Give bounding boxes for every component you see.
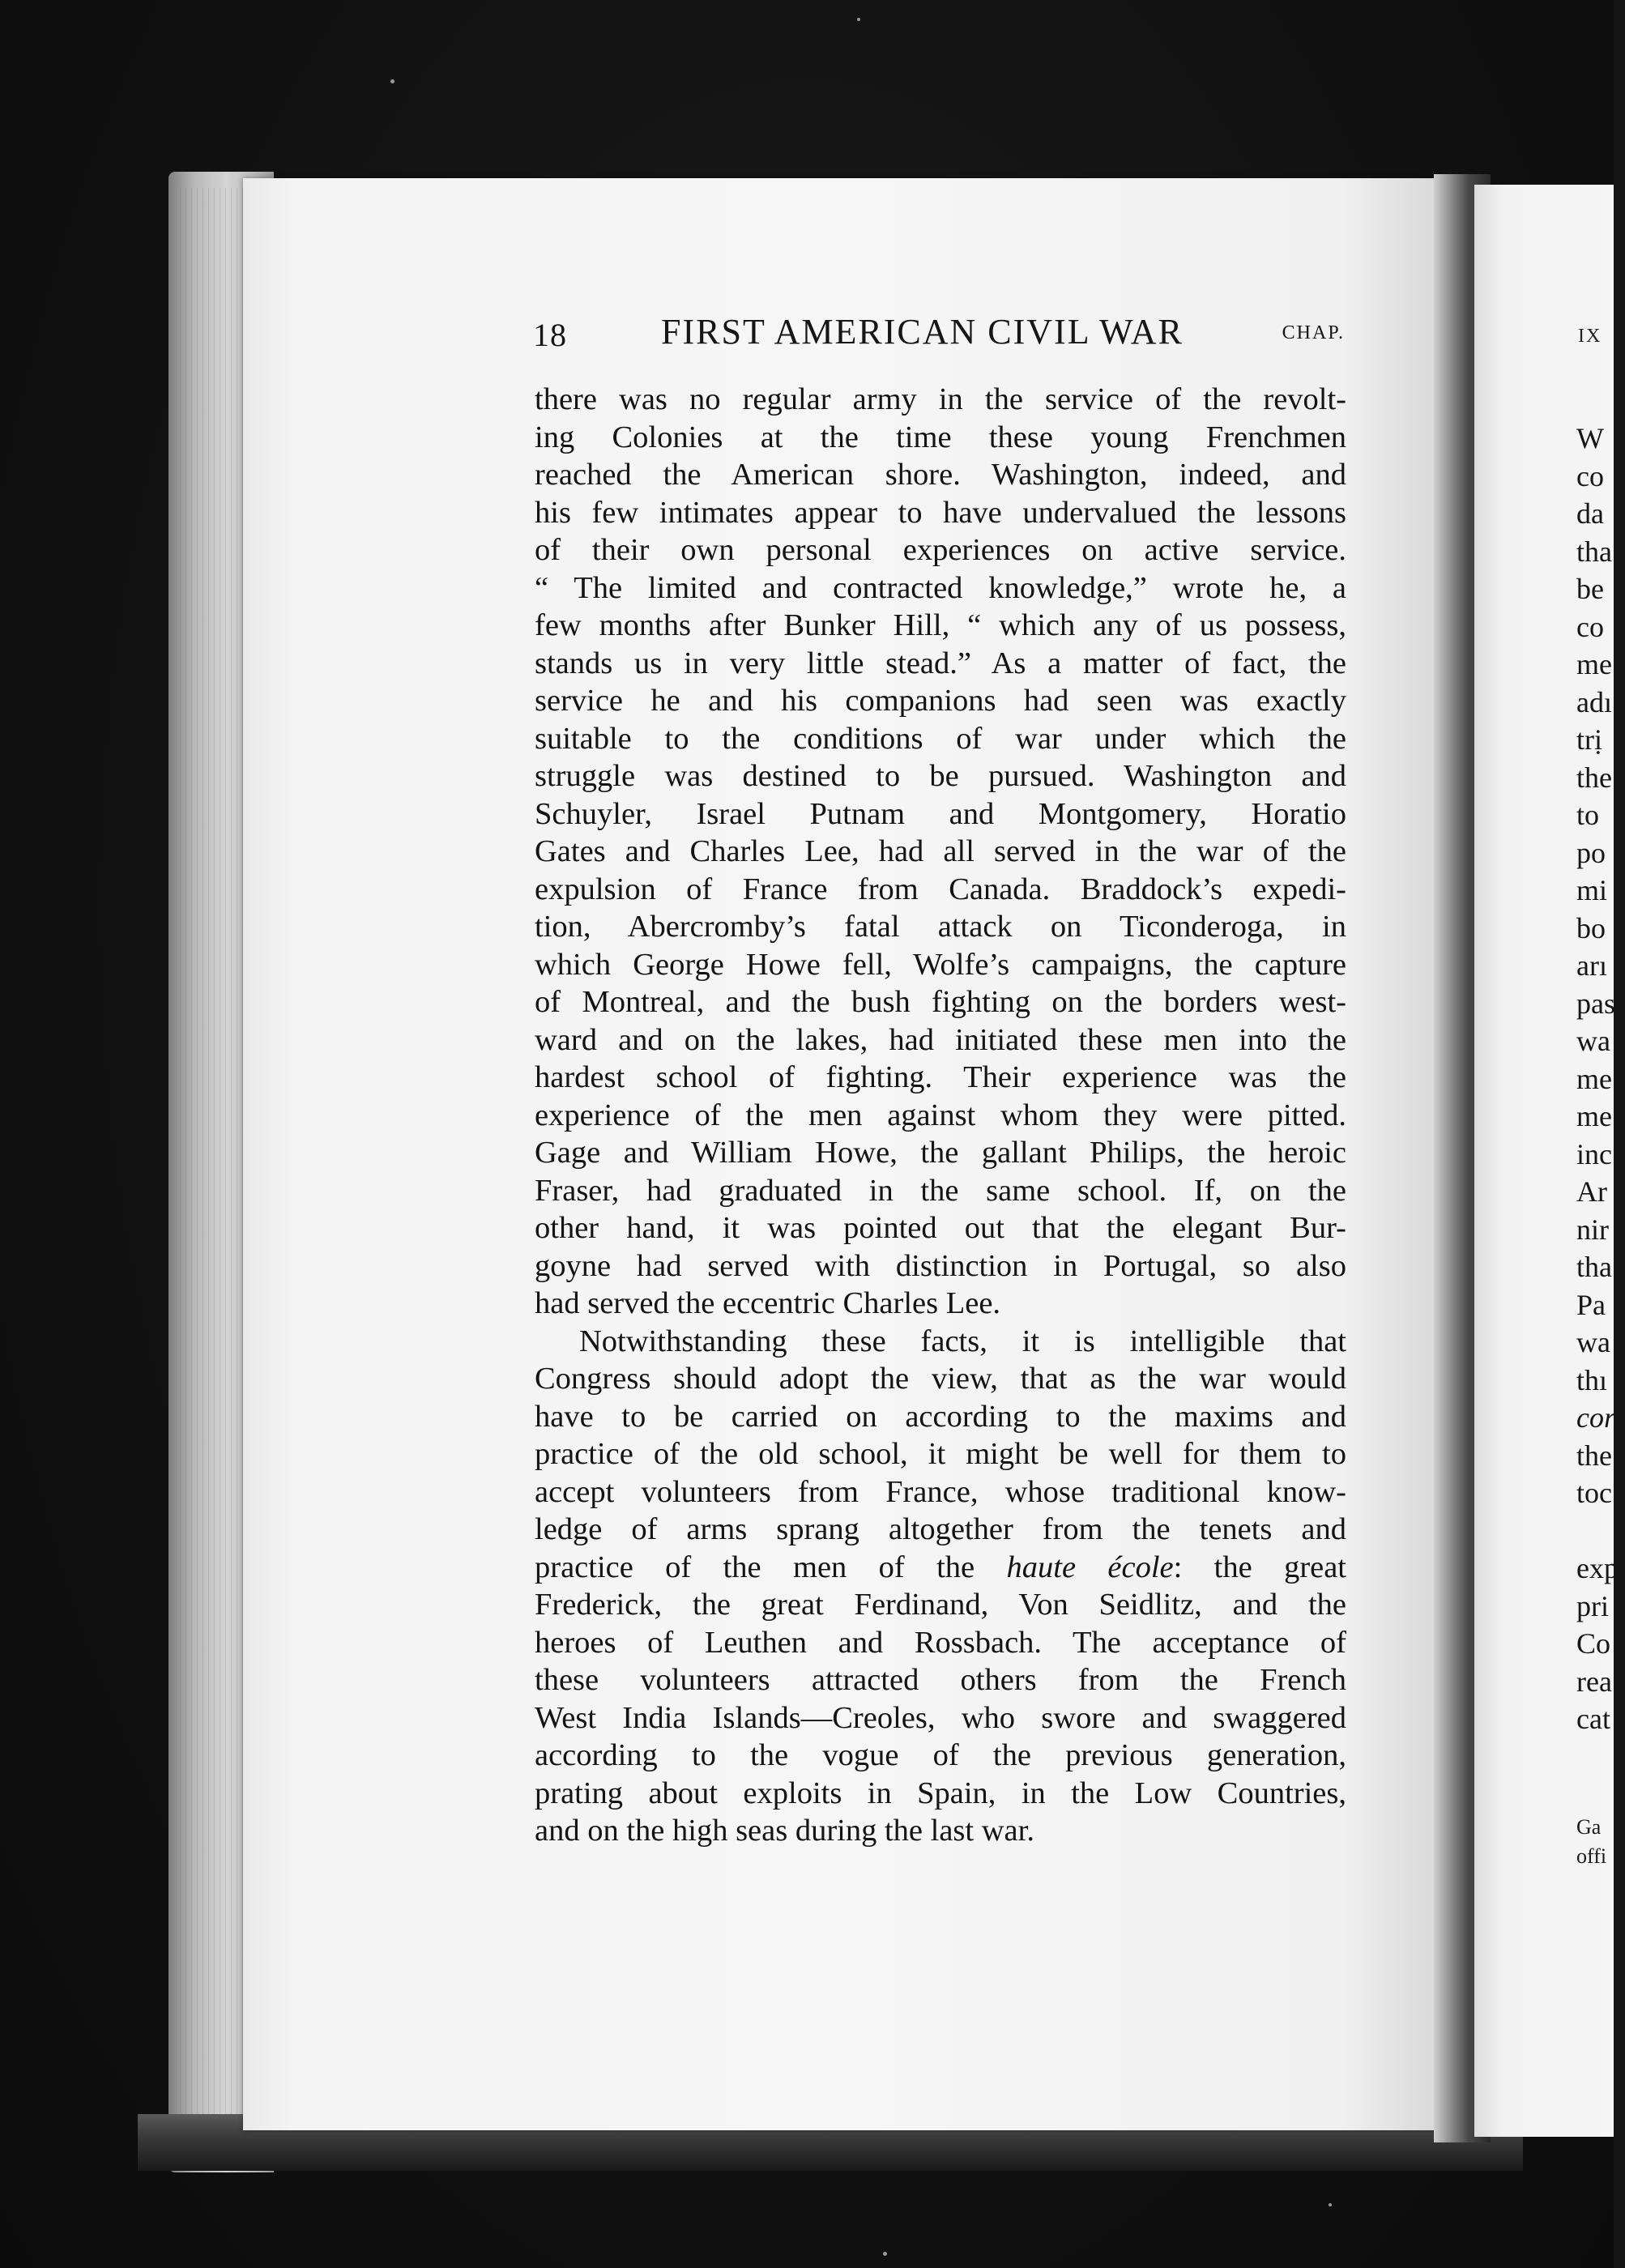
text-line: few months after Bunker Hill, “ which any of us possess, [535,608,1346,642]
text-fragment: pri [1576,1589,1609,1622]
text-line: Frederick, the great Ferdinand, Von Seidlitz, and the [535,1588,1346,1622]
text-line-mixed [535,1549,1346,1587]
text-fragment: me [1576,1062,1612,1095]
page-number: 18 [533,317,567,353]
text-fragment: cat [1576,1703,1610,1735]
text-line: prating about exploits in Spain, in the Low Countries, [535,1776,1346,1810]
text-fragment: the [1576,1439,1612,1472]
text-fragment: co [1576,459,1604,492]
text-fragment: Co [1576,1627,1611,1660]
text-fragment: be [1576,573,1604,605]
text-line: hardest school of fighting. Their experience was the [535,1060,1346,1094]
text-fragment: adı [1576,685,1612,718]
text-line: there was no regular army in the service of the revolt- [535,382,1346,416]
text-fragment: nir [1576,1213,1609,1246]
running-head [533,311,1353,360]
text-fragment: exp [1576,1552,1619,1584]
text-fragment: W [1576,422,1604,454]
text-line: and on the high seas during the last war. [535,1814,1034,1848]
text-line: service he and his companions had seen was exactly [535,684,1346,718]
text-line: Schuyler, Israel Putnam and Montgomery, Horatio [535,796,1346,831]
text-fragment: mi [1576,874,1608,906]
text-line: have to be carried on according to the maxims and [535,1399,1346,1434]
text-line: other hand, it was pointed out that the elegant Bur- [535,1211,1346,1245]
running-title: FIRST AMERICAN CIVIL WAR [661,312,1184,352]
text-fragment: cor [1576,1401,1615,1434]
right-page-chapter-numeral: IX [1578,326,1602,347]
text-line: practice of the old school, it might be well for them to [535,1437,1346,1471]
text-fragment: pas [1576,987,1615,1020]
text-line: expulsion of France from Canada. Braddock’s expedi- [535,872,1346,906]
text-line: had served the eccentric Charles Lee. [535,1286,1001,1320]
text-line: stands us in very little stead.” As a matter of fact, the [535,646,1346,680]
text-line: of Montreal, and the bush fighting on the borders west- [535,985,1346,1019]
text-fragment: tha [1576,1251,1612,1283]
text-line: Gates and Charles Lee, had all served in the war of the [535,834,1346,868]
text-line: heroes of Leuthen and Rossbach. The acceptance of [535,1625,1346,1660]
text-line: goyne had served with distinction in Portugal, so also [535,1248,1346,1283]
text-fragment: wa [1576,1326,1610,1358]
text-fragment: rea [1576,1665,1612,1698]
text-fragment: wa [1576,1025,1610,1057]
text-fragment [1576,1512,1625,1550]
text-line: Fraser, had graduated in the same school. If, on the [535,1173,1346,1208]
dust-speck [390,79,395,83]
text-fragment: arı [1576,949,1607,982]
text-line: according to the vogue of the previous generation, [535,1738,1346,1772]
text-run: practice of the men of the [535,1550,975,1584]
text-line: Notwithstanding these facts, it is intelligible that [579,1324,1346,1358]
text-fragment: tha [1576,535,1612,568]
italic-phrase: haute école [1006,1550,1174,1584]
text-line: these volunteers attracted others from the French [535,1663,1346,1697]
text-fragment: Pa [1576,1288,1606,1321]
text-fragment: Ar [1576,1175,1607,1208]
text-line: of their own personal experiences on active service. [535,533,1346,567]
text-line: ing Colonies at the time these young Frenchmen [535,420,1346,454]
text-line: ward and on the lakes, had initiated these men into the [535,1022,1346,1057]
text-line: reached the American shore. Washington, indeed, and [535,458,1346,492]
footnote-fragment: offi [1576,1844,1607,1868]
footnote-fragment: Ga [1576,1815,1602,1839]
text-line: his few intimates appear to have undervalued the lessons [535,495,1346,530]
chapter-marker: CHAP. [1282,322,1345,343]
text-run: : the great [1173,1550,1347,1584]
text-line: suitable to the conditions of war under which the [535,721,1346,756]
text-line: “ The limited and contracted knowledge,” wrote he, a [535,570,1346,605]
text-fragment: to [1576,799,1600,831]
text-line: which George Howe fell, Wolfe’s campaigns, the capture [535,947,1346,982]
text-fragment: trị [1576,723,1602,756]
dust-speck [883,2252,887,2256]
dust-speck [857,18,860,21]
text-line: West India Islands—Creoles, who swore and swaggered [535,1700,1346,1735]
text-fragment: da [1576,497,1604,530]
dust-speck [1329,2203,1332,2206]
text-line: Gage and William Howe, the gallant Philips, the heroic [535,1136,1346,1170]
text-fragment: toc [1576,1477,1612,1509]
right-page-footnote-fragments [1576,1813,1617,1871]
text-fragment: bo [1576,911,1606,944]
text-line: ledge of arms sprang altogether from the tenets and [535,1512,1346,1546]
right-page-text-fragments [1576,420,1625,1738]
text-fragment: thı [1576,1363,1608,1396]
text-fragment: co [1576,610,1604,643]
text-line: struggle was destined to be pursued. Washington and [535,759,1346,793]
text-fragment: the [1576,761,1612,794]
text-fragment: inc [1576,1137,1612,1170]
text-line: experience of the men against whom they were pitted. [535,1098,1346,1132]
text-fragment: me [1576,648,1612,680]
body-text [535,381,1346,1850]
text-fragment: me [1576,1100,1612,1132]
text-line: Congress should adopt the view, that as the war would [535,1362,1346,1396]
text-line: accept volunteers from France, whose traditional know- [535,1474,1346,1509]
text-line: tion, Abercromby’s fatal attack on Ticonderoga, in [535,910,1346,944]
text-fragment: po [1576,836,1606,869]
